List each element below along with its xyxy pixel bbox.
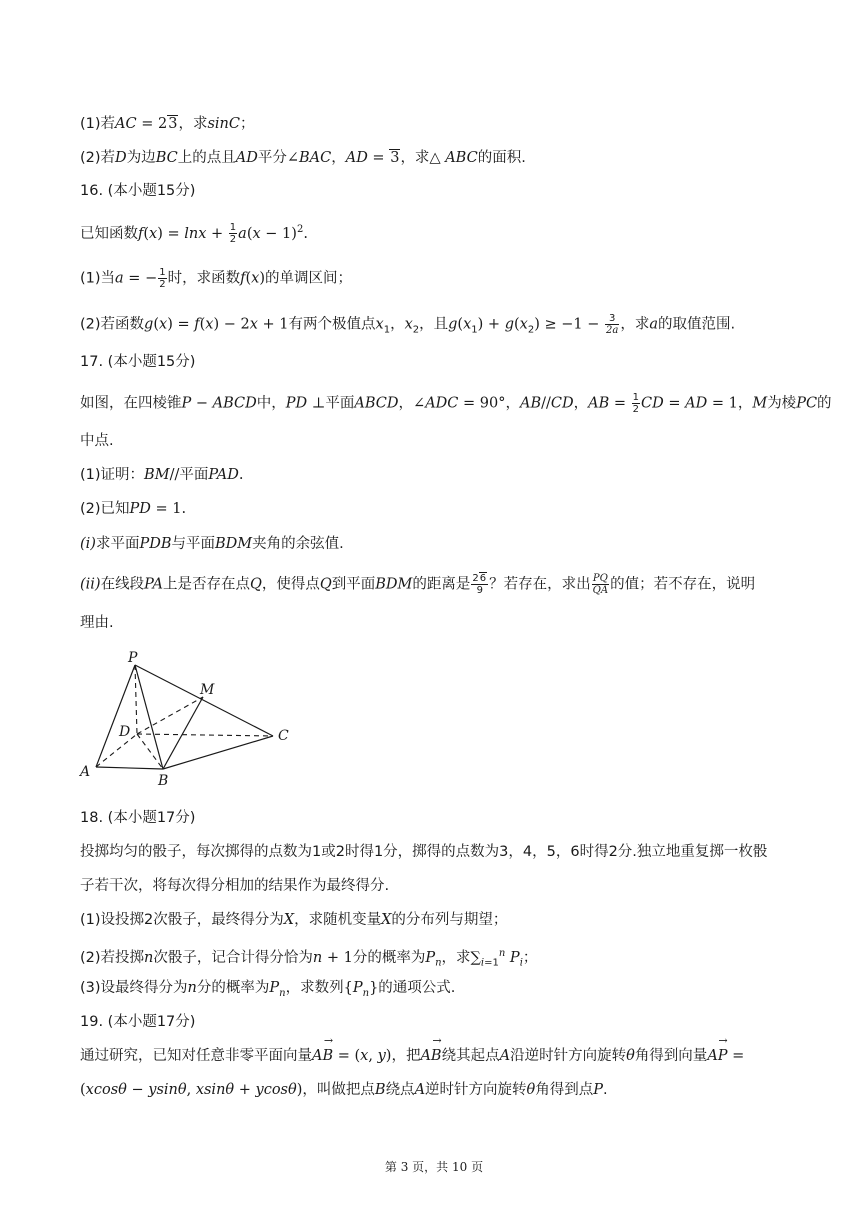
page-footer: 第 3 页，共 10 页 <box>384 1160 484 1174</box>
label-c: C <box>278 728 289 744</box>
p17-qii: (ii)在线段PA上是否存在点Q，使得点Q到平面BDM的距离是 $\frac{26}{9}$ ？若存在，求出 $\frac{PQ}{QA}$ 的值；若不存在，说明 <box>80 573 756 596</box>
pyramid-figure <box>76 645 296 790</box>
p19-line2: (xcosθ − ysinθ, xsinθ + ycosθ)，叫做把点B绕点A逆时针方向旋转θ角得到点P. <box>80 1082 608 1098</box>
p16-intro: 已知函数f(x) = lnx + $\frac{1}{2}$ $a(x - 1)^2$. <box>80 222 308 246</box>
p18-q2: (2)若投掷n次骰子，记合计得分恰为n + 1分的概率为$P_n$，求$\sum_{i=1}^n$ $P_i$； <box>80 948 538 969</box>
p17-q2: (2)已知PD = 1. <box>80 501 187 517</box>
label-a: A <box>80 764 91 780</box>
p18-line1: 投掷均匀的骰子，每次掷得的点数为1或2时得1分，掷得的点数为3，4，5，6时得2分.独立地重复掷一枚骰 <box>80 844 768 860</box>
p19-line1: 通过研究，已知对任意非零平面向量→ AB = (x, y)，把→ AB绕其起点A沿逆时针方向旋转θ角得到向量→ AP = <box>80 1046 744 1066</box>
label-b: B <box>158 773 169 789</box>
p17-line1: 如图，在四棱锥P − ABCD中，PD ⊥平面ABCD，∠ADC = 90°，AB//CD，AB = $\frac{1}{2}$ CD = AD = 1，M为棱PC的 <box>80 392 832 415</box>
p17-line2: 中点. <box>80 433 114 449</box>
p18-q3: (3)设最终得分为n分的概率为$P_n$，求数列$\{P_n\}$的通项公式. <box>80 980 456 999</box>
p18-line2: 子若干次，将每次得分相加的结果作为最终得分. <box>80 878 390 894</box>
p16-header: 16. (本小题15分) <box>80 183 196 199</box>
label-m: M <box>200 682 215 698</box>
p15-q2: (2)若D为边BC上的点且AD平分∠BAC，AD = 3，求△ ABC的面积. <box>80 150 526 166</box>
p15-q1: (1)若AC = 23，求sinC； <box>80 116 255 132</box>
p17-last: 理由. <box>80 615 114 631</box>
p17-header: 17. (本小题15分) <box>80 354 196 370</box>
p19-header: 19. (本小题17分) <box>80 1014 196 1030</box>
p16-q2: (2)若函数g(x) = f(x) − 2x + 1有两个极值点$x_1$，$x_2$，且$g(x_1) + g(x_2) \ge -1$ − $\frac{3}{2a}$ ，求a的取值范围. <box>80 313 736 336</box>
p17-q1: (1)证明：BM//平面PAD. <box>80 467 244 483</box>
label-p: P <box>128 650 138 666</box>
p18-q1: (1)设投掷2次骰子，最终得分为X，求随机变量X的分布列与期望； <box>80 912 508 928</box>
p16-q1: (1)当a = − $\frac{1}{2}$ 时，求函数f(x)的单调区间； <box>80 267 353 290</box>
p17-qi: (i)求平面PDB与平面BDM夹角的余弦值. <box>80 536 344 552</box>
label-d: D <box>119 724 131 740</box>
p18-header: 18. (本小题17分) <box>80 810 196 826</box>
